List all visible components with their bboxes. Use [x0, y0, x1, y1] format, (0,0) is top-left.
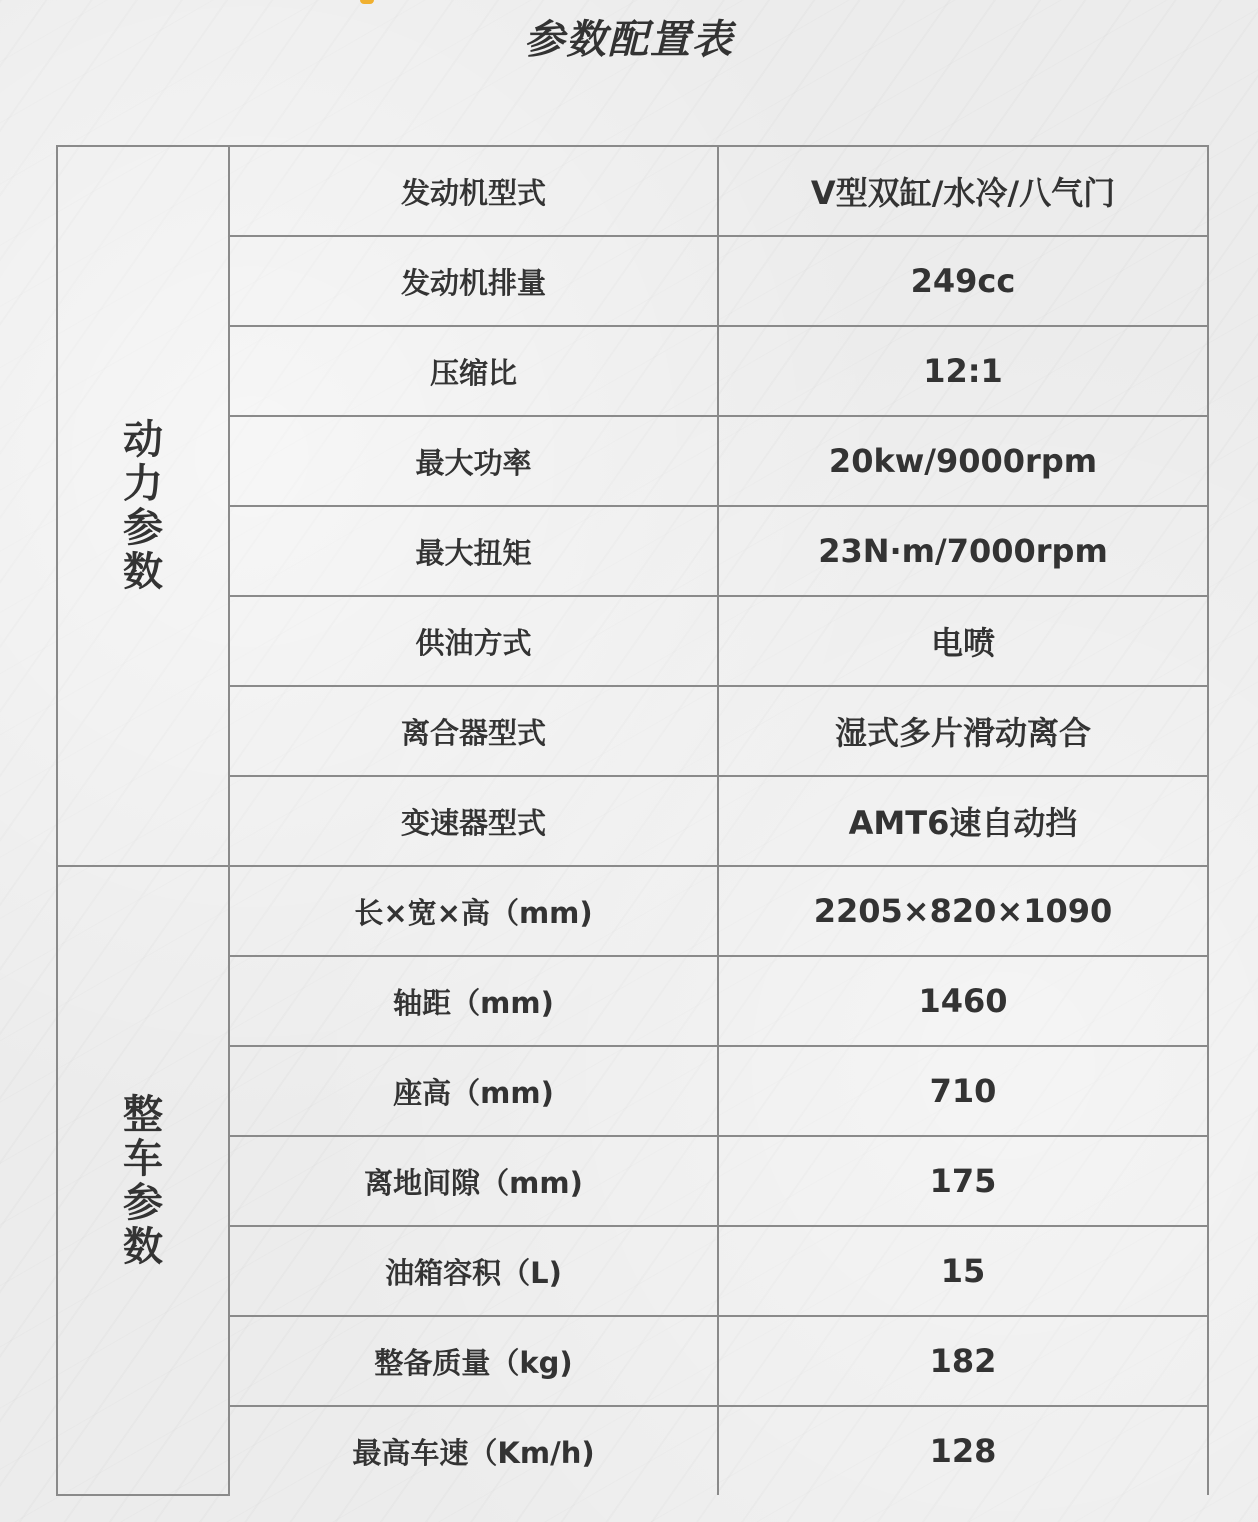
table-row — [57, 326, 1208, 416]
param-name: 发动机排量 — [229, 236, 718, 326]
param-name: 轴距（mm) — [229, 956, 718, 1046]
table-row — [57, 1226, 1208, 1316]
group-cell-vehicle — [57, 866, 229, 1495]
table-row — [57, 1406, 1208, 1495]
param-value: 15 — [718, 1226, 1208, 1316]
table-row — [57, 1046, 1208, 1136]
param-value: 23N·m/7000rpm — [718, 506, 1208, 596]
table-row — [57, 236, 1208, 326]
table-row — [57, 416, 1208, 506]
param-name: 整备质量（kg) — [229, 1316, 718, 1406]
param-name: 离合器型式 — [229, 686, 718, 776]
param-value: 1460 — [718, 956, 1208, 1046]
param-value: AMT6速自动挡 — [718, 776, 1208, 866]
table-row — [57, 506, 1208, 596]
table-row — [57, 1316, 1208, 1406]
table-row — [57, 686, 1208, 776]
group-label: 整车参数 — [123, 1091, 163, 1270]
param-value: 249cc — [718, 236, 1208, 326]
spec-table — [56, 145, 1209, 1496]
param-name: 座高（mm) — [229, 1046, 718, 1136]
param-name: 变速器型式 — [229, 776, 718, 866]
param-value: 175 — [718, 1136, 1208, 1226]
param-value: 12:1 — [718, 326, 1208, 416]
param-value: V型双缸/水冷/八气门 — [718, 146, 1208, 236]
table-row — [57, 956, 1208, 1046]
param-value: 电喷 — [718, 596, 1208, 686]
param-name: 发动机型式 — [229, 146, 718, 236]
group-label: 动力参数 — [123, 417, 163, 595]
param-name: 最大功率 — [229, 416, 718, 506]
param-value: 20kw/9000rpm — [718, 416, 1208, 506]
table-row — [57, 866, 1208, 956]
param-name: 油箱容积（L) — [229, 1226, 718, 1316]
group-cell-power — [57, 146, 229, 866]
param-name: 最大扭矩 — [229, 506, 718, 596]
param-name: 最高车速（Km/h) — [229, 1406, 718, 1495]
param-value: 湿式多片滑动离合 — [718, 686, 1208, 776]
param-name: 供油方式 — [229, 596, 718, 686]
param-name: 压缩比 — [229, 326, 718, 416]
param-value: 710 — [718, 1046, 1208, 1136]
param-value: 128 — [718, 1406, 1208, 1495]
param-name: 长×宽×高（mm) — [229, 866, 718, 956]
table-row — [57, 776, 1208, 866]
param-name: 离地间隙（mm) — [229, 1136, 718, 1226]
param-value: 2205×820×1090 — [718, 866, 1208, 956]
table-row — [57, 1136, 1208, 1226]
table-row — [57, 596, 1208, 686]
page-title: 参数配置表 — [524, 17, 734, 63]
accent-mark — [360, 0, 374, 4]
table-row — [57, 146, 1208, 236]
param-value: 182 — [718, 1316, 1208, 1406]
